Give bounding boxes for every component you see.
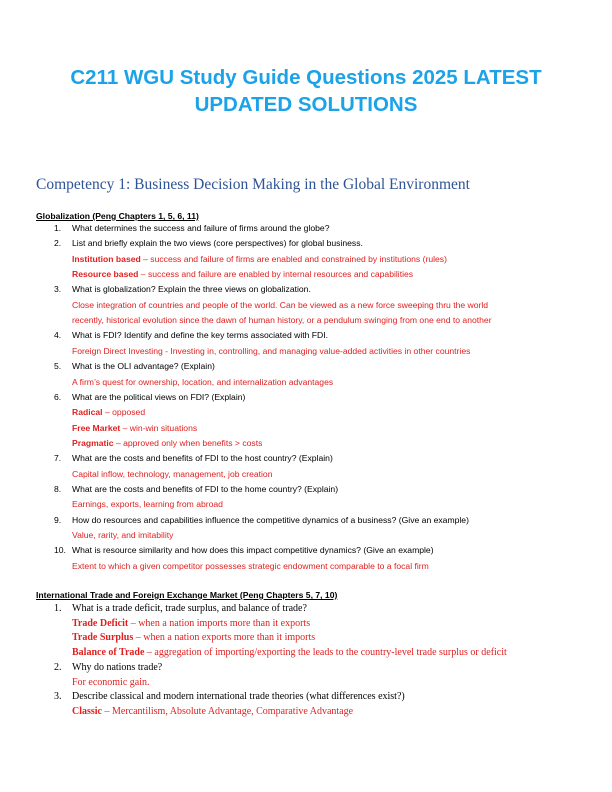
answer-text	[72, 559, 429, 574]
answer-term: Classic	[72, 705, 102, 717]
question-number: 3.	[54, 284, 62, 295]
answer-text	[72, 436, 262, 451]
answer-text	[72, 421, 197, 436]
answer-definition: Extent to which a given competitor possesses strategic endowment comparable to a focal firm	[72, 560, 429, 571]
answer-definition: Earnings, exports, learning from abroad	[72, 499, 223, 510]
answer-definition: – when a nation imports more than it exports	[128, 617, 311, 629]
question-text: What is FDI? Identify and define the key terms associated with FDI.	[72, 330, 329, 341]
answer-definition: Close integration of countries and people of the world. Can be viewed as a new force sweeping thru the world	[72, 299, 489, 310]
question-text: What is resource similarity and how does this impact competitive dynamics? (Give an example)	[72, 545, 434, 556]
answer-definition: – when a nation exports more than it imports	[133, 632, 316, 644]
question-text: Describe classical and modern international trade theories (what differences exist?)	[72, 691, 405, 703]
question-text: What are the costs and benefits of FDI to the host country? (Explain)	[72, 453, 333, 464]
answer-row	[0, 559, 612, 574]
question-row	[0, 390, 612, 405]
question-row	[0, 543, 612, 558]
answer-row	[0, 267, 612, 282]
answer-definition: – aggregation of importing/exporting the leads to the country-level trade surplus or deficit	[144, 647, 507, 659]
answer-text	[72, 375, 333, 390]
question-text: What are the political views on FDI? (Explain)	[72, 391, 246, 402]
question-number: 8.	[54, 483, 62, 494]
answer-definition: For economic gain.	[72, 676, 150, 688]
answer-row	[0, 298, 612, 313]
question-text: What is a trade deficit, trade surplus, and balance of trade?	[72, 603, 307, 614]
answer-text	[72, 313, 492, 328]
answer-row	[0, 645, 612, 660]
question-text: Why do nations trade?	[72, 661, 163, 673]
answer-row	[0, 630, 612, 645]
question-number: 10.	[54, 545, 66, 556]
answer-row	[0, 375, 612, 390]
question-number: 1.	[54, 223, 62, 233]
answer-text	[72, 467, 272, 482]
answer-row	[0, 675, 612, 690]
answer-term: Free Market	[72, 422, 121, 433]
answer-text	[72, 704, 353, 719]
answer-text	[72, 298, 488, 313]
question-text: What are the costs and benefits of FDI to the home country? (Explain)	[72, 483, 339, 494]
answer-text	[72, 344, 470, 359]
answer-text	[72, 630, 315, 645]
question-number: 7.	[54, 453, 62, 464]
question-row	[0, 601, 612, 616]
answer-definition: Value, rarity, and imitability	[72, 530, 174, 540]
answer-row	[0, 528, 612, 543]
answer-definition: Capital inflow, technology, management, job creation	[72, 468, 273, 479]
question-number: 1.	[54, 603, 62, 614]
question-text: What is globalization? Explain the three views on globalization.	[72, 284, 311, 295]
answer-row	[0, 344, 612, 359]
answer-definition: Foreign Direct Investing - Investing in, controlling, and managing value-added activities in other countries	[72, 345, 471, 356]
question-row	[0, 328, 612, 343]
question-row	[0, 660, 612, 675]
answer-row	[0, 497, 612, 512]
answer-definition: A firm’s quest for ownership, location, and internalization advantages	[72, 376, 334, 387]
answer-row	[0, 616, 612, 631]
answer-row	[0, 436, 612, 451]
question-row	[0, 359, 612, 374]
answer-definition: – opposed	[102, 407, 146, 418]
question-row	[0, 282, 612, 297]
answer-text	[72, 675, 149, 690]
question-row	[0, 221, 612, 236]
question-number: 4.	[54, 330, 62, 341]
answer-text	[72, 645, 507, 660]
question-number: 6.	[54, 391, 62, 402]
answer-definition: – success and failure are enabled by internal resources and capabilities	[138, 269, 414, 280]
answer-definition: – approved only when benefits > costs	[113, 437, 263, 448]
answer-term: Radical	[72, 407, 103, 418]
question-text: What is the OLI advantage? (Explain)	[72, 361, 215, 372]
question-number: 9.	[54, 514, 62, 525]
answer-term: Pragmatic	[72, 437, 114, 448]
answer-row	[0, 405, 612, 420]
question-text: What determines the success and failure of firms around the globe?	[72, 223, 330, 233]
answer-definition: – win-win situations	[120, 422, 198, 433]
section-heading-trade: International Trade and Foreign Exchange Market (Peng Chapters 5, 7, 10)	[36, 590, 338, 600]
competency-heading: Competency 1: Business Decision Making in the Global Environment	[36, 176, 470, 193]
answer-text	[72, 497, 223, 512]
question-row	[0, 236, 612, 251]
answer-term: Balance of Trade	[72, 647, 145, 659]
question-row	[0, 689, 612, 704]
question-row	[0, 451, 612, 466]
question-row	[0, 513, 612, 528]
question-number: 5.	[54, 361, 62, 372]
question-number: 3.	[54, 691, 62, 703]
question-text: List and briefly explain the two views (core perspectives) for global business.	[72, 238, 363, 249]
answer-term: Resource based	[72, 269, 139, 280]
answer-text	[72, 616, 310, 631]
answer-row	[0, 313, 612, 328]
answer-text	[72, 267, 413, 282]
answer-definition: – Mercantilism, Absolute Advantage, Comparative Advantage	[102, 705, 354, 717]
answer-text	[72, 405, 145, 420]
answer-row	[0, 252, 612, 267]
answer-row	[0, 467, 612, 482]
question-row	[0, 482, 612, 497]
answer-row	[0, 421, 612, 436]
answer-term: Trade Surplus	[72, 632, 134, 644]
question-number: 2.	[54, 661, 62, 673]
answer-definition: recently, historical evolution since the dawn of human history, or a pendulum swinging from one end to another	[72, 315, 492, 326]
answer-term: Institution based	[72, 253, 141, 264]
page-title: C211 WGU Study Guide Questions 2025 LATEST UPDATED SOLUTIONS	[70, 66, 542, 116]
answer-text	[72, 528, 173, 543]
answer-row	[0, 704, 612, 719]
question-number: 2.	[54, 238, 62, 249]
answer-term: Trade Deficit	[72, 617, 129, 629]
section-heading-globalization: Globalization (Peng Chapters 1, 5, 6, 11)	[36, 211, 199, 221]
answer-text	[72, 252, 447, 267]
answer-definition: – success and failure of firms are enabled and constrained by institutions (rules)	[140, 253, 447, 264]
question-text: How do resources and capabilities influence the competitive dynamics of a business? (Give an example)	[72, 514, 469, 525]
